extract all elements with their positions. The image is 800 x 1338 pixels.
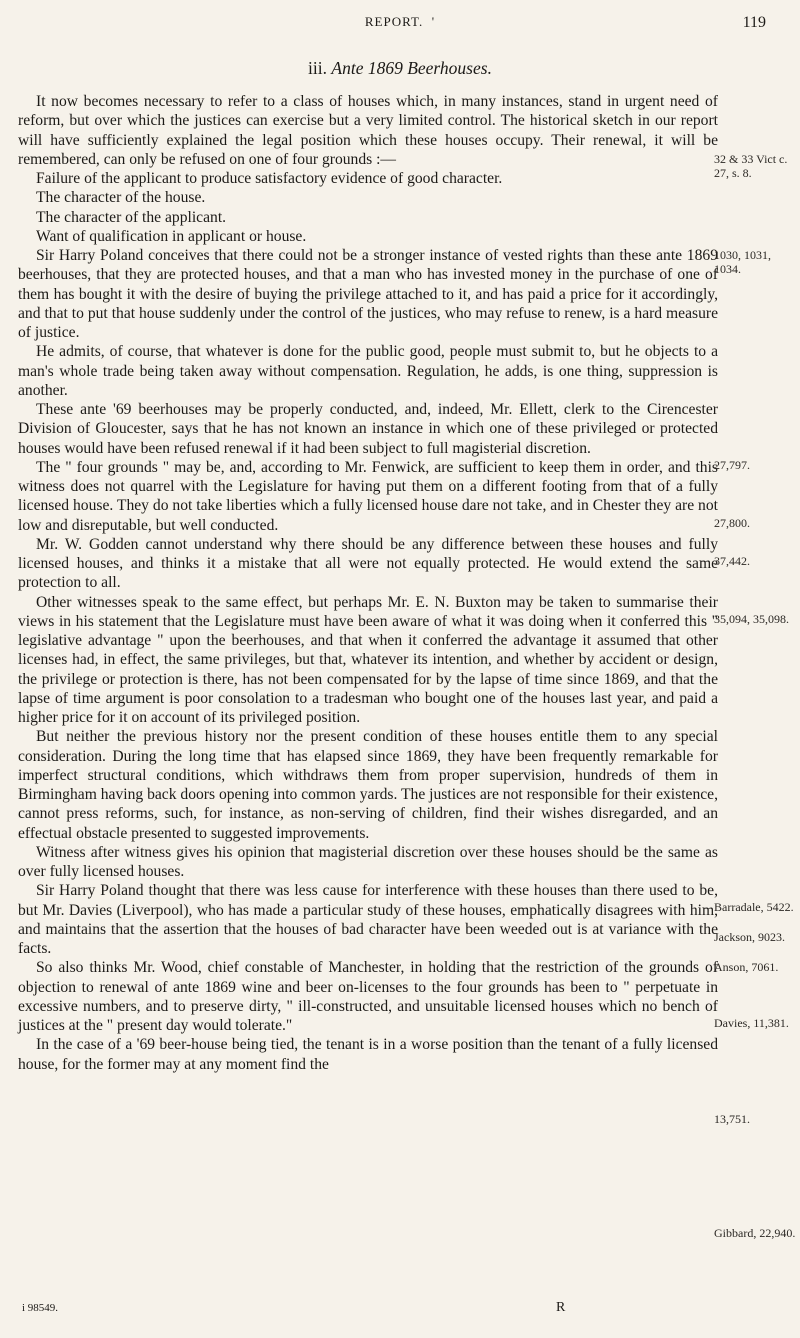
page-header (0, 14, 800, 36)
paragraph-fenwick: The " four grounds " may be, and, according to Mr. Fenwick, are sufficient to keep them in order, and this witness does not quarrel with the Legislature for having put them on a different footing from that of a fully licensed house. They do not take liberties which a fully licensed house dare not take, and in Chester they are not low and disreputable, but well conducted. (18, 458, 718, 534)
margin-note-gibbard: Gibbard, 22,940. (714, 1226, 796, 1240)
margin-note-fenwick: 27,797. (714, 458, 750, 472)
page-footer (0, 1302, 800, 1322)
section-number: iii. (308, 58, 328, 78)
section-heading (0, 58, 800, 79)
paragraph-davies: Sir Harry Poland thought that there was less cause for interference with these houses than there used to be, but Mr. Davies (Liverpool), who has made a particular study of these houses, emphatically disagrees with him, and maintains that the assertion that the houses of bad character have been weeded out is at variance with the facts. (18, 882, 718, 957)
report-body (18, 92, 718, 1074)
paragraph-witness: Witness after witness gives his opinion that magisterial discretion over these houses should be the same as over fully licensed houses. (18, 843, 718, 880)
ground-item: The character of the applicant. (36, 208, 227, 226)
margin-note-davies: Davies, 11,381. (714, 1016, 789, 1030)
paragraph-tied: In the case of a '69 beer-house being tied, the tenant is in a worse position than the tenant of a fully licensed house, for the former may at any moment find the (18, 1036, 718, 1073)
signature-letter: R (556, 1300, 566, 1315)
paragraph-buxton: Other witnesses speak to the same effect, but perhaps Mr. E. N. Buxton may be taken to summarise their views in his statement that the Legislature must have been aware of what it was doing when it conferred this " legislative advantage " upon the beerhouses, and that when it conferred the advantage it assumed that other licenses had, in effect, the same privileges, but that, whatever its intention, and whether by accident or design, the privilege or protection is there, has not been compensated for by the lapse of time since 1869, and that the lapse of time argument is poor consolation to a tradesman who bought one of the houses last year, and paid a higher price for it on account of its privileged position. (18, 593, 718, 726)
margin-note-godden: 37,442. (714, 554, 750, 568)
margin-note-barradale: Barradale, 5422. (714, 900, 794, 914)
margin-note-jackson: Jackson, 9023. (714, 930, 785, 944)
paragraph-neither: But neither the previous history nor the present condition of these houses entitle them to any special consideration. During the long time that has elapsed since 1869, they have been frequently remarkable for imperfect structural conditions, which withdraws them from proper supervision, hundreds of them in Birmingham having back doors opening into common yards. The justices are not responsible for their existence, cannot press reforms, such, for instance, as non-serving of children, find their wishes disregarded, and an effectual obstacle presented to suggested improvements. (18, 728, 718, 842)
paragraph-poland: Sir Harry Poland conceives that there could not be a stronger instance of vested rights than these ante 1869 beerhouses, that they are protected houses, and that a man who has invested money in the purchase of one of them has bought it with the desire of buying the privilege attached to it, and has paid a price for it accordingly, and that to put that house suddenly under the control of the justices, who may refuse to renew, is a hard measure of justice. (18, 247, 718, 341)
margin-note-act: 32 & 33 Vict c. 27, s. 8. (714, 152, 788, 180)
paragraph-wood: So also thinks Mr. Wood, chief constable of Manchester, in holding that the restriction of the grounds of objection to renewal of ante 1869 wine and beer on-licenses to the four grounds has been to " perpetuate in excessive numbers, and to preserve dirty, " ill-constructed, and unsuitable licensed houses which no bench of justices at the " present day would tolerate." (18, 959, 718, 1034)
ground-item: Want of qualification in applicant or house. (36, 227, 307, 245)
running-title: REPORT. ' (364, 14, 436, 29)
page-number: 119 (742, 14, 766, 31)
paragraph-godden: Mr. W. Godden cannot understand why there should be any difference between these houses and fully licensed houses, and thinks it a mistake that all were not equally protected. He would extend the same protection to all. (18, 535, 718, 592)
margin-note-wood: 13,751. (714, 1112, 750, 1126)
ground-item: Failure of the applicant to produce satisfactory evidence of good character. (36, 170, 503, 187)
section-title: Ante 1869 Beerhouses. (331, 58, 492, 78)
margin-note-anson: Anson, 7061. (714, 960, 779, 974)
margin-note-poland: 1030, 1031, 1034. (714, 248, 771, 276)
paragraph-ellett: These ante '69 beerhouses may be properly conducted, and, indeed, Mr. Ellett, clerk to the Cirencester Division of Gloucester, says that he has not known an instance in which one of these privileged or protected houses would have been refused renewal if it had been subject to full magisterial discretion. (18, 401, 718, 457)
grounds-list (18, 169, 718, 246)
printer-signature: i 98549. (22, 1302, 59, 1314)
margin-note-chester: 27,800. (714, 516, 750, 530)
paragraph-admits: He admits, of course, that whatever is done for the public good, people must submit to, but he objects to a man's whole trade being taken away without compensation. Regulation, he adds, is one thing, suppression is another. (18, 343, 718, 399)
margin-note-buxton: 35,094, 35,098. (714, 612, 789, 626)
paragraph-intro: It now becomes necessary to refer to a class of houses which, in many instances, stand in urgent need of reform, but over which the justices can exercise but a very limited control. The historical sketch in our report will have sufficiently explained the legal position which these houses occupy. Their renewal, it will be remembered, can only be refused on one of four grounds :— (18, 93, 718, 168)
ground-item: The character of the house. (36, 189, 206, 207)
